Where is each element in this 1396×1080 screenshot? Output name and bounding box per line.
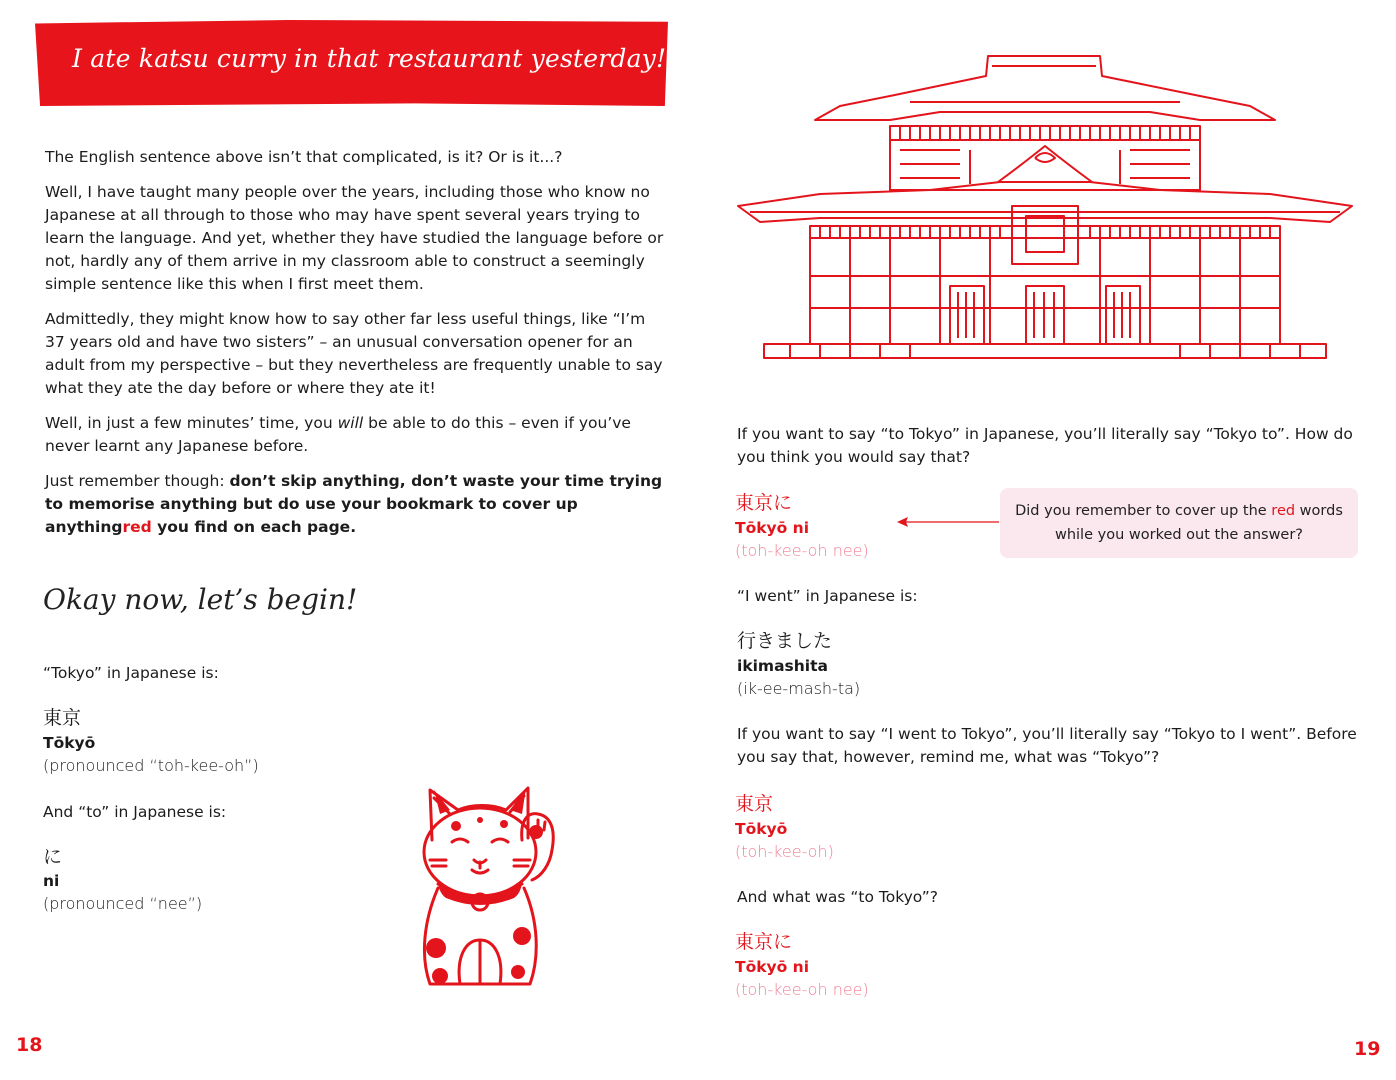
- to-pronunciation: (pronounced “nee”): [43, 894, 203, 913]
- went-pronunciation: (ik-ee-mash-ta): [737, 679, 861, 698]
- paragraph: [45, 470, 665, 539]
- arrow-left-icon: [895, 514, 1000, 530]
- reminder-callout: [1000, 488, 1358, 558]
- text-run: Did you remember to cover up the: [1015, 503, 1272, 519]
- red-word: red: [1271, 503, 1296, 519]
- answer-kana: 東京: [735, 793, 774, 815]
- text-run: Well, in just a few minutes’ time, you: [45, 414, 338, 432]
- answer-kana: 東京に: [735, 492, 793, 514]
- paragraph: The English sentence above isn’t that complicated, is it? Or is it...?: [45, 148, 563, 166]
- to-kana: に: [43, 846, 63, 868]
- text-run: Just remember though:: [45, 472, 230, 490]
- answer-pronunciation: (toh-kee-oh nee): [735, 980, 869, 999]
- red-word: red: [122, 518, 152, 536]
- question-to-tokyo-again: And what was “to Tokyo”?: [737, 888, 938, 906]
- page-title: I ate katsu curry in that restaurant yesterday!: [72, 44, 667, 73]
- answer-kana: 東京に: [735, 931, 793, 953]
- callout-text: [1000, 499, 1358, 547]
- emphasis: will: [337, 414, 364, 432]
- section-heading: Okay now, let’s begin!: [43, 583, 358, 616]
- lucky-cat-illustration: [410, 780, 560, 995]
- question-to-tokyo: If you want to say “to Tokyo” in Japanese, you’ll literally say “Tokyo to”. How do you think you would say that?: [737, 425, 1353, 466]
- paragraph: Well, I have taught many people over the years, including those who know no Japanese at all through to those who may have spent several years trying to learn the language. And yet, whether they have studied the language before or not, hardly any of them arrive in my classroom able to construct a seemingly simple sentence like this when I first meet them.: [45, 183, 664, 293]
- tokyo-question: “Tokyo” in Japanese is:: [43, 664, 219, 682]
- answer-romaji: Tōkyō ni: [735, 958, 810, 976]
- answer-romaji: Tōkyō ni: [735, 519, 810, 537]
- answer-pronunciation: (toh-kee-oh nee): [735, 541, 869, 560]
- page-number-left: 18: [16, 1034, 43, 1056]
- tokyo-romaji: Tōkyō: [43, 734, 96, 752]
- emphasis: don’t skip anything, don’t waste your time trying to memorise anything but do use your bookmark to cover up anything: [45, 472, 663, 536]
- emphasis: you find on each page.: [151, 518, 357, 536]
- answer-romaji: Tōkyō: [735, 820, 788, 838]
- went-question: “I went” in Japanese is:: [737, 587, 918, 605]
- went-kana: 行きました: [737, 630, 833, 652]
- tokyo-pronunciation: (pronounced “toh-kee-oh”): [43, 756, 259, 775]
- to-romaji: ni: [43, 872, 60, 890]
- question-went-to-tokyo: If you want to say “I went to Tokyo”, you’ll literally say “Tokyo to I went”. Before you say that, however, remind me, what was “Tokyo”?: [737, 725, 1357, 766]
- to-question: And “to” in Japanese is:: [43, 803, 227, 821]
- intro-text: [45, 146, 665, 551]
- page-number-right: 19: [1354, 1038, 1381, 1060]
- answer-pronunciation: (toh-kee-oh): [735, 842, 834, 861]
- text-run: be able to do this – even if you’ve never learnt any Japanese before.: [45, 414, 631, 455]
- tokyo-kana: 東京: [43, 707, 82, 729]
- temple-illustration: [730, 46, 1360, 366]
- paragraph: Admittedly, they might know how to say other far less useful things, like “I’m 37 years old and have two sisters” – an unusual conversation opener for an adult from my perspective – but they nevertheless are frequently unable to say what they ate the day before or where they ate it!: [45, 310, 663, 397]
- text-run: words while you worked out the answer?: [1054, 503, 1343, 543]
- paragraph: [45, 412, 665, 458]
- went-romaji: ikimashita: [737, 657, 828, 675]
